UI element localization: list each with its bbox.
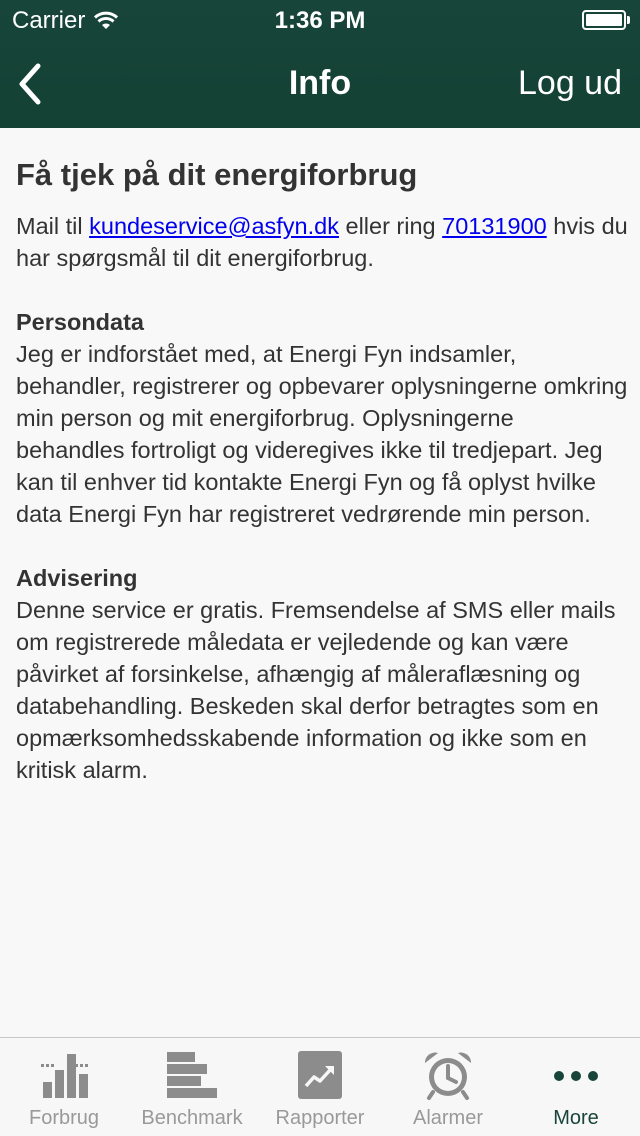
- tab-more[interactable]: [512, 1038, 640, 1136]
- advisering-title: Advisering: [16, 565, 138, 591]
- email-link[interactable]: kundeservice@asfyn.dk: [89, 213, 339, 239]
- persondata-text: Jeg er indforstået med, at Energi Fyn indsamler, behandler, registrerer og opbevarer oplysningerne omkring min person og mit energiforbrug. Oplysningerne behandles fortroligt og videregives ikke til tredjepart. Jeg kan til enhver tid kontakte Energi Fyn og få oplyst hvilke data Energi Fyn har registreret vedrørende min person.: [16, 341, 628, 527]
- tab-forbrug[interactable]: [0, 1038, 128, 1136]
- tab-forbrug-label: Forbrug: [28, 1107, 100, 1129]
- tab-bar: [0, 1037, 640, 1136]
- tab-alarmer-label: Alarmer: [412, 1107, 483, 1129]
- info-content: [16, 150, 628, 786]
- advisering-text: Denne service er gratis. Fremsendelse af SMS eller mails om registrerede måledata er vejledende og kan være påvirket af forsinkelse, afhængig af måleraflæsning og databehandling. Beskeden skal derfor betragtes som en opmærksomhedsskabende information og ikke som en kritisk alarm.: [16, 597, 616, 783]
- horizontal-bars-icon: [167, 1050, 217, 1100]
- carrier-label: Carrier: [12, 7, 86, 34]
- tab-rapporter[interactable]: [256, 1038, 384, 1136]
- report-trend-icon: [295, 1050, 345, 1100]
- info-heading: Få tjek på dit energiforbrug: [16, 157, 418, 192]
- phone-link[interactable]: 70131900: [442, 213, 547, 239]
- header: [0, 0, 640, 128]
- battery-icon: [582, 10, 626, 30]
- status-time: 1:36 PM: [274, 7, 366, 34]
- tab-alarmer[interactable]: [384, 1038, 512, 1136]
- contact-paragraph: [16, 210, 628, 274]
- more-dots-icon: [551, 1050, 601, 1100]
- contact-suffix: hvis du har spørgsmål til dit energiforbrug.: [16, 213, 628, 271]
- logout-button[interactable]: Log ud: [518, 64, 622, 102]
- page-title: Info: [288, 64, 352, 102]
- tab-benchmark[interactable]: [128, 1038, 256, 1136]
- contact-prefix: Mail til: [16, 213, 90, 239]
- tab-rapporter-label: Rapporter: [275, 1107, 365, 1129]
- contact-middle: eller ring: [338, 213, 443, 239]
- persondata-title: Persondata: [16, 309, 144, 335]
- alarm-clock-icon: [423, 1050, 473, 1100]
- status-bar: [0, 0, 640, 40]
- tab-more-label: More: [553, 1107, 599, 1129]
- tab-benchmark-label: Benchmark: [141, 1107, 243, 1129]
- bar-chart-icon: [39, 1050, 89, 1100]
